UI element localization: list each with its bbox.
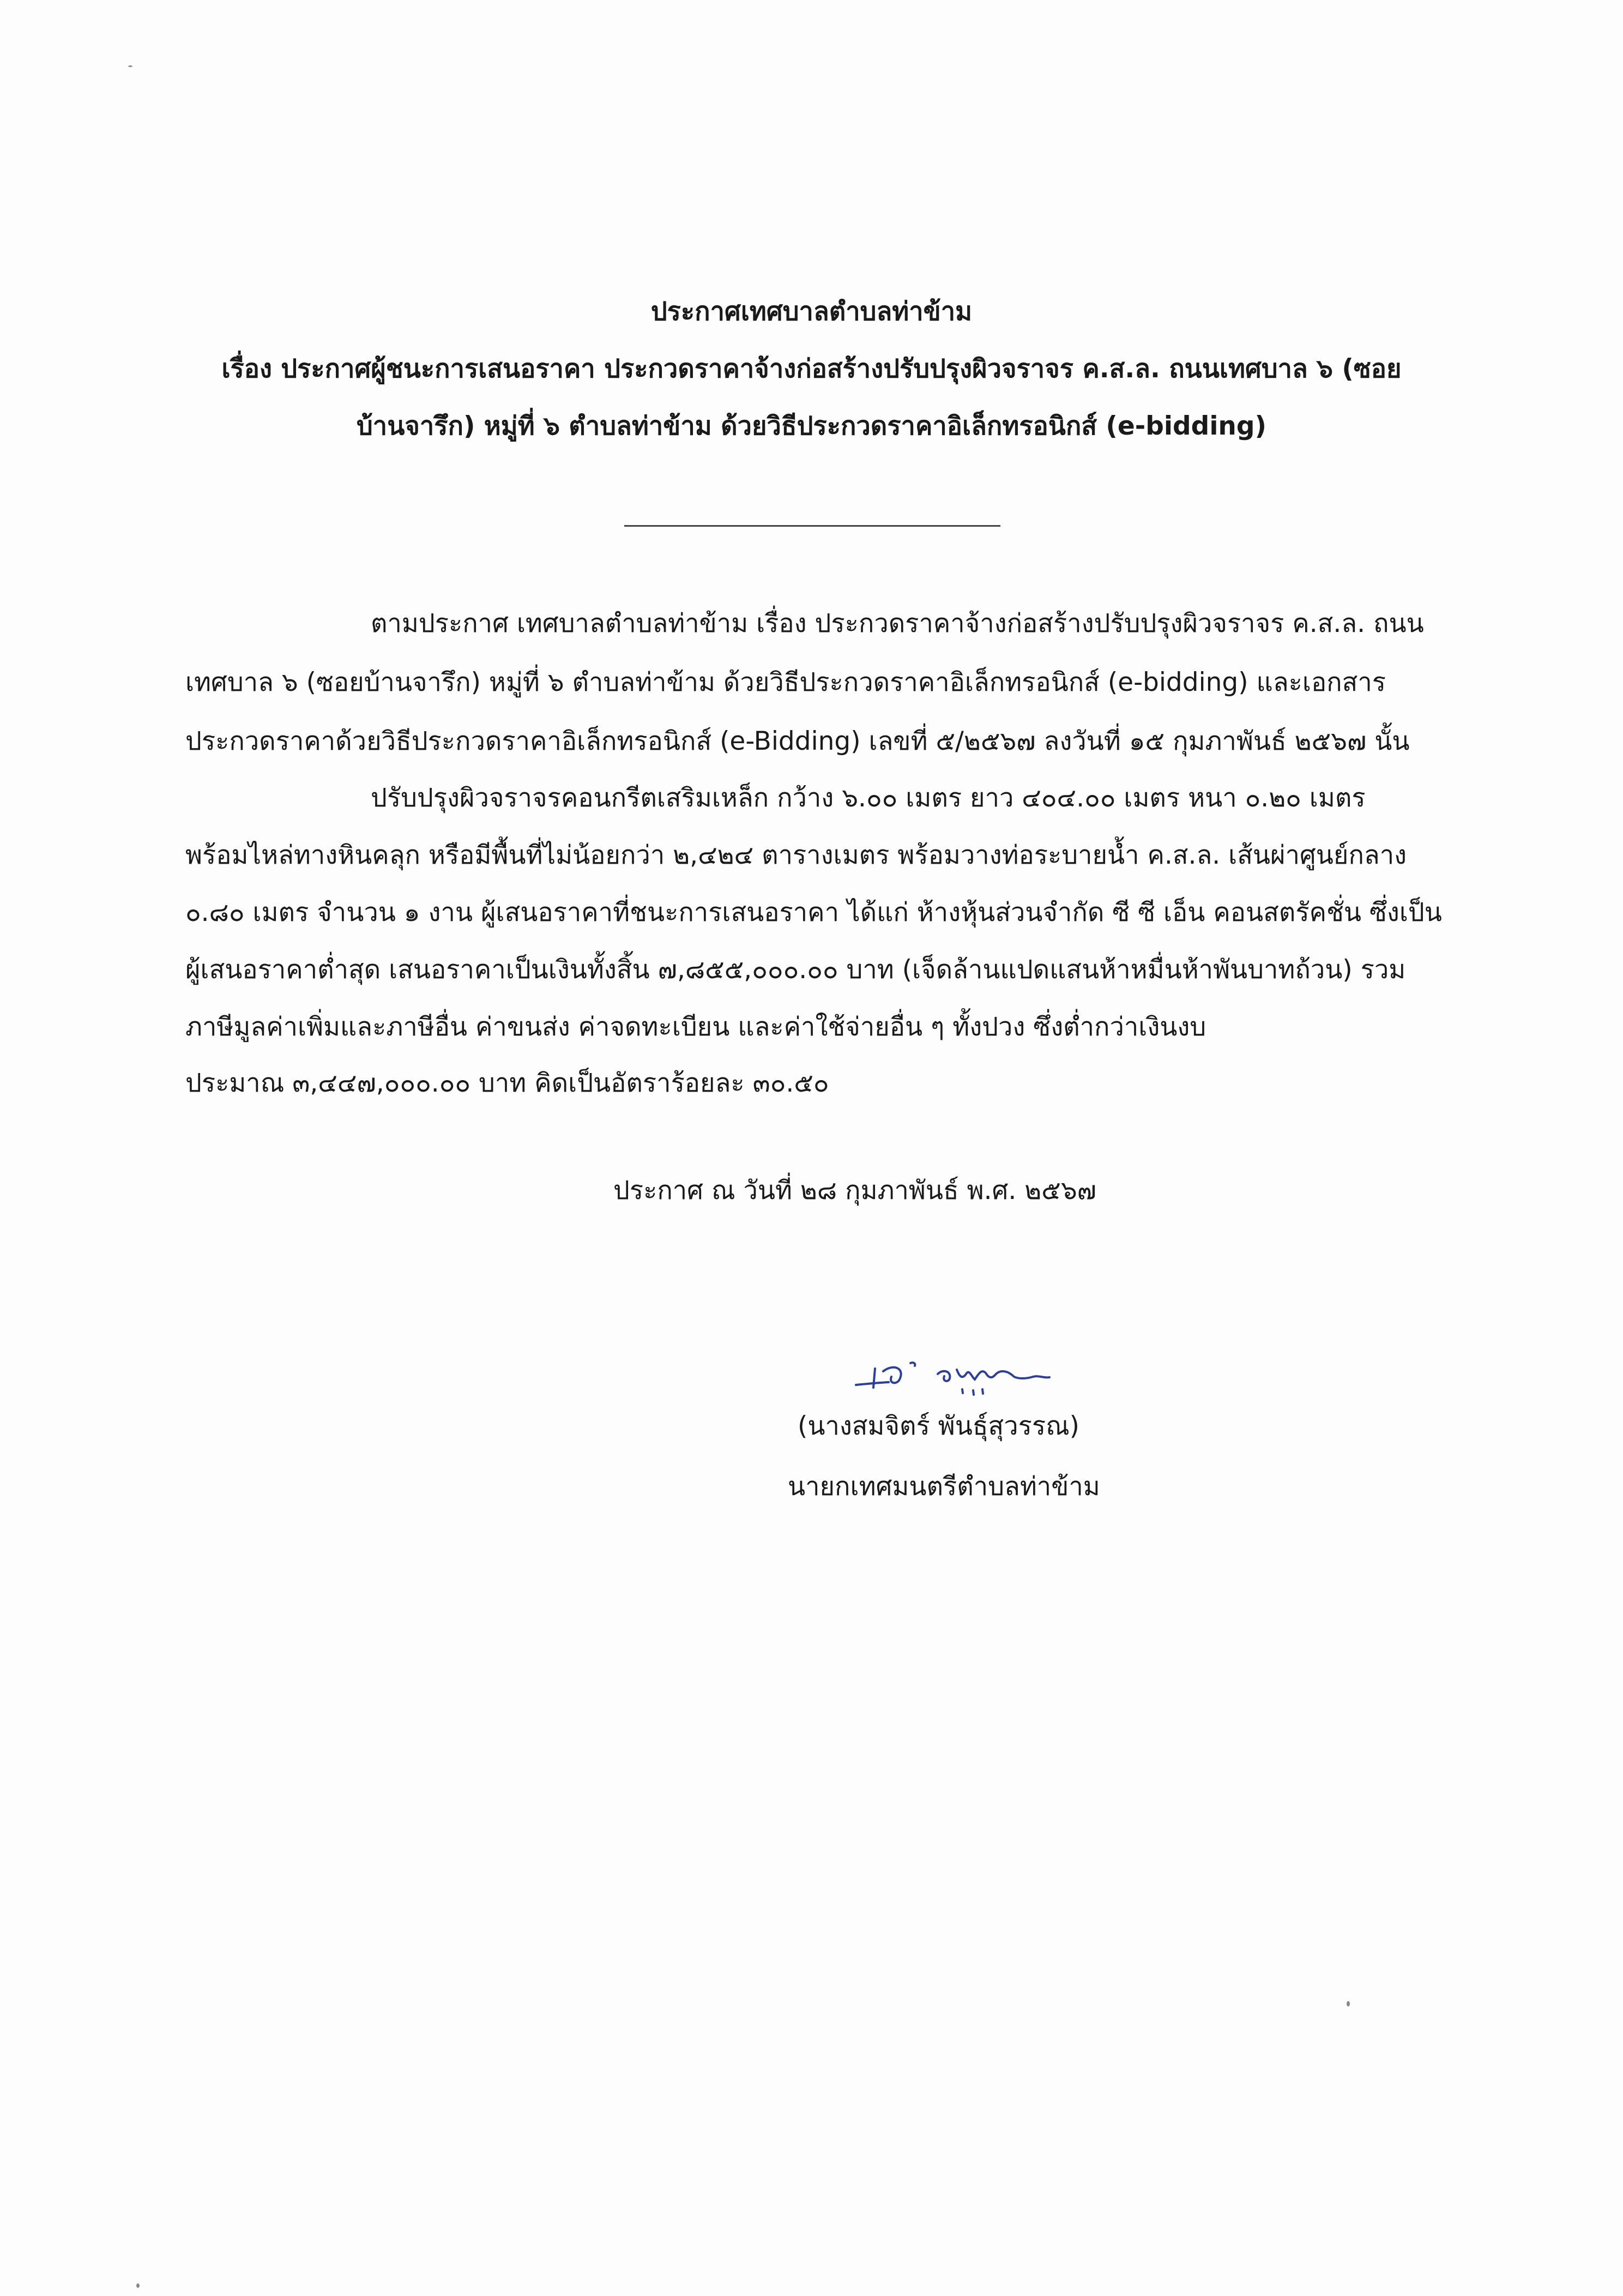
divider-line: [624, 525, 1000, 527]
paragraph-2-line-3: ๐.๘๐ เมตร จำนวน ๑ งาน ผู้เสนอราคาที่ชนะการเสนอราคา ได้แก่ ห้างหุ้นส่วนจำกัด ซี ซี เอ็น คอนสตรัคชั่น ซึ่งเป็น: [185, 897, 1442, 927]
paragraph-2-line-1: ปรับปรุงผิวจราจรคอนกรีตเสริมเหล็ก กว้าง ๖.๐๐ เมตร ยาว ๔๐๔.๐๐ เมตร หนา ๐.๒๐ เมตร: [371, 783, 1366, 813]
scan-speck: [1347, 2001, 1350, 2006]
paragraph-2-line-4: ผู้เสนอราคาต่ำสุด เสนอราคาเป็นเงินทั้งสิ้น ๗,๘๕๕,๐๐๐.๐๐ บาท (เจ็ดล้านแปดแสนห้าหมื่นห้าพันบาทถ้วน) รวม: [185, 955, 1406, 985]
subject-line-1: เรื่อง ประกาศผู้ชนะการเสนอราคา ประกวดราคาจ้างก่อสร้างปรับปรุงผิวจราจร ค.ส.ล. ถนนเทศบาล ๖ (ซอย: [221, 354, 1402, 384]
paragraph-1-line-1: ตามประกาศ เทศบาลตำบลท่าข้าม เรื่อง ประกวดราคาจ้างก่อสร้างปรับปรุงผิวจราจร ค.ส.ล. ถนน: [371, 608, 1424, 638]
scan-speck: [128, 65, 132, 67]
signatory-name: (นางสมจิตร์ พันธุ์สุวรรณ): [798, 1411, 1080, 1441]
paragraph-2-line-6: ประมาณ ๓,๔๔๗,๐๐๐.๐๐ บาท คิดเป็นอัตราร้อยละ ๓๐.๕๐: [185, 1068, 829, 1098]
paragraph-2-line-2: พร้อมไหล่ทางหินคลุก หรือมีพื้นที่ไม่น้อยกว่า ๒,๔๒๔ ตารางเมตร พร้อมวางท่อระบายน้ำ ค.ส.ล. เส้นผ่าศูนย์กลาง: [185, 840, 1407, 870]
paragraph-2-line-5: ภาษีมูลค่าเพิ่มและภาษีอื่น ค่าขนส่ง ค่าจดทะเบียน และค่าใช้จ่ายอื่น ๆ ทั้งปวง ซึ่งต่ำกว่าเงินงบ: [185, 1012, 1206, 1042]
signatory-position: นายกเทศมนตรีตำบลท่าข้าม: [788, 1472, 1100, 1502]
announcement-title: ประกาศเทศบาลตำบลท่าข้าม: [650, 297, 973, 327]
handwritten-signature-icon: [845, 1347, 1063, 1407]
scan-speck: [136, 2283, 140, 2288]
announcement-date: ประกาศ ณ วันที่ ๒๘ กุมภาพันธ์ พ.ศ. ๒๕๖๗: [613, 1176, 1097, 1206]
paragraph-1-line-3: ประกวดราคาด้วยวิธีประกวดราคาอิเล็กทรอนิกส์ (e-Bidding) เลขที่ ๕/๒๕๖๗ ลงวันที่ ๑๕ กุมภาพันธ์ ๒๕๖๗ นั้น: [185, 726, 1410, 756]
subject-line-2: บ้านจารึก) หมู่ที่ ๖ ตำบลท่าข้าม ด้วยวิธีประกวดราคาอิเล็กทรอนิกส์ (e-bidding): [356, 411, 1267, 441]
paragraph-1-line-2: เทศบาล ๖ (ซอยบ้านจารึก) หมู่ที่ ๖ ตำบลท่าข้าม ด้วยวิธีประกวดราคาอิเล็กทรอนิกส์ (e-bidding) และเอกสาร: [185, 667, 1386, 697]
